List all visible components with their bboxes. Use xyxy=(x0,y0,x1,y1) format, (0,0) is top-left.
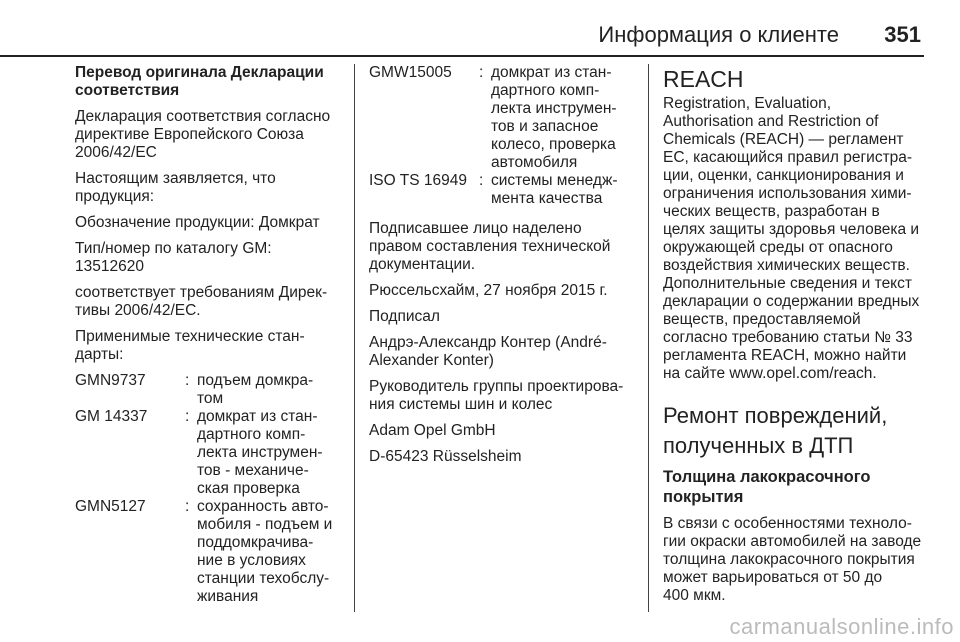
standard-description: подъем домкра- том xyxy=(197,372,314,407)
page-number: 351 xyxy=(884,22,921,47)
signatory-position: Руководитель группы проектирова- ния системы шин и колес xyxy=(369,378,624,413)
accident-repair-heading: Ремонт повреждений, полученных в ДТП xyxy=(663,403,888,458)
standard-code: GMW15005 xyxy=(369,64,452,81)
standard-description: домкрат из стан- дартного комп- лекта инструмен- тов и запасное колесо, проверка автомобиля xyxy=(491,64,617,171)
statement-paragraph: Настоящим заявляется, что продукция: xyxy=(75,170,276,205)
column-divider-2 xyxy=(648,64,649,612)
column-2 xyxy=(369,64,637,474)
paint-thickness-paragraph: В связи с особенностями техноло- гии окраски автомобилей на заводе толщина лакокрасочного покрытия может варьироваться от 50 до 400 мкм. xyxy=(663,515,922,604)
signed-by-label: Подписал xyxy=(369,308,440,325)
company-address: D-65423 Rüsselsheim xyxy=(369,448,522,465)
reach-paragraph: Registration, Evaluation, Authorisation and Restriction of Chemicals (REACH) — регламент ЕС, касающийся правил регистра- ции, оценки, санкционирования и ограничения использования хими- ческих веществ, разработан в целях защиты здоровья человека и окружающей среды от опасного воздействия химических веществ. Дополнительные сведения и текст декларации о содержании вредных веществ, предоставляемой согласно требованию статьи № 33 регламента REACH, можно найти на сайте www.opel.com/reach. xyxy=(663,95,920,382)
declaration-paragraph: Декларация соответствия согласно директиве Европейского Союза 2006/42/ЕС xyxy=(75,108,331,161)
standards-table-1 xyxy=(75,372,343,606)
reach-heading: REACH xyxy=(663,66,744,92)
column-1 xyxy=(75,64,343,614)
standards-table-2 xyxy=(369,64,637,208)
declaration-heading: Перевод оригинала Декларации соответствия xyxy=(75,64,324,99)
standard-description: домкрат из стан- дартного комп- лекта инструмен- тов - механиче- ская проверка xyxy=(197,408,323,497)
watermark: carmanualsonline.info xyxy=(729,614,954,639)
standards-intro: Применимые технические стан- дарты: xyxy=(75,328,305,363)
standard-code: GM 14337 xyxy=(75,408,148,425)
standard-separator: : xyxy=(479,64,484,81)
standard-code: GMN9737 xyxy=(75,372,146,389)
standard-description: системы менедж- мента качества xyxy=(491,172,618,207)
column-divider-1 xyxy=(354,64,355,612)
signatory-authority: Подписавшее лицо наделено правом составления технической документации. xyxy=(369,220,611,273)
standard-separator: : xyxy=(185,372,190,389)
standard-code: GMN5127 xyxy=(75,498,146,515)
page-title: Информация о клиенте xyxy=(598,22,839,47)
standard-separator: : xyxy=(185,408,190,425)
page-header xyxy=(0,22,921,54)
standard-separator: : xyxy=(479,172,484,189)
standard-description: сохранность авто- мобиля - подъем и поддомкрачива- ние в условиях станции техобслу- живания xyxy=(197,498,333,605)
standard-separator: : xyxy=(185,498,190,515)
company-name: Adam Opel GmbH xyxy=(369,422,496,439)
catalog-number: Тип/номер по каталогу GM: 13512620 xyxy=(75,240,272,275)
product-designation: Обозначение продукции: Домкрат xyxy=(75,214,320,231)
header-rule xyxy=(0,55,924,57)
compliance-paragraph: соответствует требованиям Дирек- тивы 2006/42/ЕС. xyxy=(75,284,328,319)
standard-code: ISO TS 16949 xyxy=(369,172,467,189)
paint-thickness-heading: Толщина лакокрасочного покрытия xyxy=(663,468,871,506)
signatory-name: Андрэ-Александр Контер (André- Alexander Konter) xyxy=(369,334,607,369)
place-date: Рюссельсхайм, 27 ноября 2015 г. xyxy=(369,282,608,299)
column-3 xyxy=(663,64,931,613)
